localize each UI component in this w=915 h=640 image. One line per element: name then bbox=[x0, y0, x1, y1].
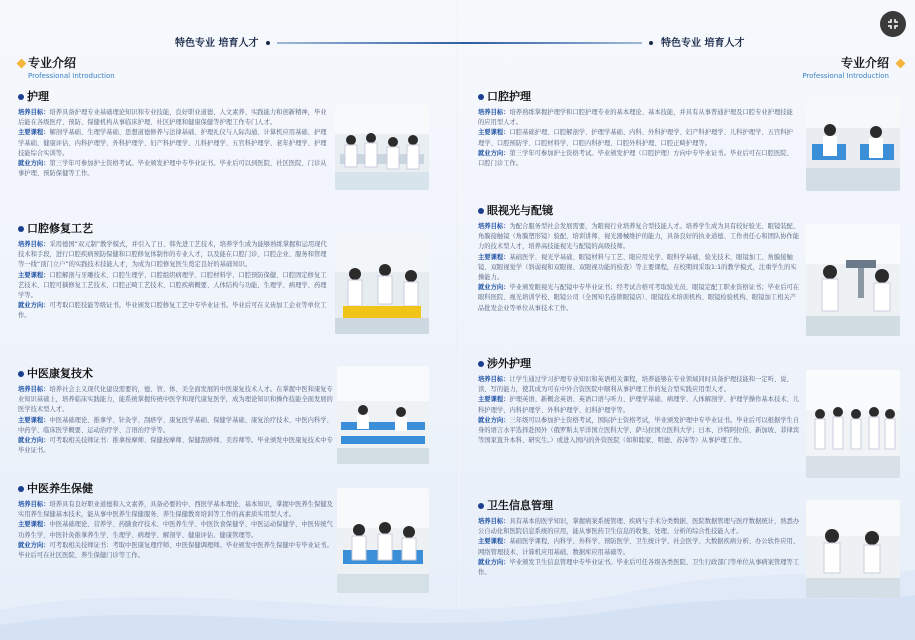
major-courses: 主要课程：基础医学、视光学基础、眼镜材料与工艺、眼应用光学、眼科学基础、验光技术、眼镜加工、角膜接触镜、双眼视觉学（斜弱视和双眼视、双眼视功能的检查）等主要课程，在校期间采取1:1的教学模式，注重学生的实操能力。 bbox=[478, 253, 797, 282]
major-oral-nursing bbox=[478, 88, 796, 169]
major-title: 眼视光与配镜 bbox=[478, 202, 800, 218]
major-courses: 主要课程：口腔基础护理、口腔解剖学、护理学基础、内科、外科护理学、妇产科护理学、儿科护理学、五官科护理学、口腔预防学、口腔材料学、口腔内科护理、口腔外科护理、口腔正畸护理等。 bbox=[478, 129, 793, 147]
major-goal: 培养目标：培养熟练掌握护理学和口腔护理专业的基本理论、基本技能，并具有从事普通护理及口腔专业护理技能的应用型人才。 bbox=[478, 109, 793, 127]
section-title: 专业介绍 bbox=[28, 56, 77, 70]
slogan-left bbox=[175, 34, 472, 48]
major-title: 护理 bbox=[18, 88, 330, 104]
major-jobs: 就业方向：第三学年可参加护士资格考试。毕业颁发护理中专毕业证书。毕业后可以到医院、社区医院、门诊从事护理、预防保健等工作。 bbox=[18, 160, 327, 178]
collapse-icon bbox=[880, 11, 906, 37]
major-goal: 培养目标：培养具有良好职业道德和人文素养，具备必要的中、西医学基本理论、基本知识，掌握中医养生保健及实用养生保健基本技术，能从事中医养生保健服务、养生保健教育培训等工作的高素质实用型人才。 bbox=[18, 501, 333, 519]
major-tcm-health bbox=[18, 480, 333, 561]
right-section-heading bbox=[797, 54, 889, 80]
major-courses: 主要课程：中医基础理论、营养学、药膳食疗技术、中医养生学、中医饮食保健学、中医运动保健学、中医传统气功养生学、中医针灸推拿养生学、生理学、病理学、解剖学、健康评估、健康管理等。 bbox=[18, 521, 333, 539]
major-goal: 培养目标：培养社会主义现代化建设需要的，德、智、体、美全面发展的中医康复技术人才。在掌握中医和康复专业知识基础上，培养临床实践能力，能系统掌握传统中医学和现代康复医学，成为理论知识和操作技能全面发展的医学技术型人才。 bbox=[18, 386, 333, 414]
major-tcm-rehab bbox=[18, 365, 333, 456]
close-fullscreen-button[interactable] bbox=[880, 11, 906, 37]
bullet-dot-icon bbox=[649, 41, 653, 45]
major-goal: 培养目标：培养具备护理专业基础理论知识和专业技能，良好职业道德、人文素养、实践能力和创新精神，毕业后能在各级医疗、预防、保健机构从事临床护理、社区护理和健康保健等护理工作专门人才。 bbox=[18, 109, 327, 127]
major-optometry bbox=[478, 202, 800, 314]
bullet-icon bbox=[478, 94, 484, 100]
major-courses: 主要课程：护理英语、新概念英语、英语口语与听力、护理学基础、病理学、人体解剖学、护理学操作基本技术、儿科护理学、内科护理学、外科护理学、妇科护理学等。 bbox=[478, 396, 800, 414]
photo-nurses-group bbox=[806, 370, 900, 478]
slogan-right-text: 特色专业 培育人才 bbox=[660, 38, 745, 49]
major-courses: 主要课程：基础医学课程、内科学、外科学、预防医学、卫生统计学、社会医学、大数据疾病分析、办公软件应用、网络管理技术、计算机应用基础、数据库应用基础等。 bbox=[478, 538, 800, 556]
major-health-info bbox=[478, 497, 800, 578]
photo-dental-lab bbox=[335, 234, 429, 334]
major-title: 口腔护理 bbox=[478, 88, 796, 104]
slogan-line bbox=[462, 42, 642, 44]
slogan-left-text: 特色专业 培育人才 bbox=[175, 38, 259, 49]
major-foreign-nursing bbox=[478, 355, 800, 446]
bullet-dot-icon bbox=[266, 41, 270, 45]
photo-health-class bbox=[337, 488, 429, 593]
major-title: 中医养生保健 bbox=[18, 480, 333, 496]
left-section-heading bbox=[28, 54, 115, 80]
bullet-icon bbox=[478, 361, 484, 367]
major-jobs: 就业方向：第三学年可参加护士资格考试。毕业颁发护理（口腔护理）方向中专毕业证书。毕业后可在口腔医院、口腔门诊工作。 bbox=[478, 149, 793, 168]
slogan-right bbox=[462, 34, 744, 48]
major-goal: 培养目标：具有基本的医学知识，掌握病案系统管理、疾病与手术分类数据、医院数据管理与医疗数据统计，熟悉办公自动化和医院信息系统的应用，能从事医药卫生信息的收集、处理、分析的综合性技能人才。 bbox=[478, 518, 800, 536]
photo-optometry bbox=[806, 224, 900, 336]
major-title: 卫生信息管理 bbox=[478, 497, 800, 513]
major-jobs: 就业方向：可考取相关技师证书：考取中医康复理疗师、中医保健调理师。毕业颁发中医养生保健中专毕业证书。毕业后可在社区医院、养生保健门诊等工作。 bbox=[18, 541, 333, 560]
photo-oral-nursing bbox=[806, 96, 900, 191]
fold-line bbox=[457, 0, 459, 640]
bullet-icon bbox=[18, 486, 24, 492]
photo-health-info bbox=[806, 500, 900, 598]
slogan-line bbox=[277, 42, 472, 44]
bullet-icon bbox=[18, 226, 24, 232]
major-jobs: 就业方向：可考取相关技师证书：推拿按摩师、保健按摩师、保健刮痧师、美容师等。毕业颁发中医康复技术中专毕业证书。 bbox=[18, 437, 333, 455]
major-title: 口腔修复工艺 bbox=[18, 220, 330, 236]
major-nursing bbox=[18, 88, 330, 179]
photo-nursing-class bbox=[335, 104, 429, 190]
major-courses: 主要课程：口腔解剖与牙雕技术、口腔生理学、口腔组织病理学、口腔材料学、口腔预防保健、口腔固定修复工艺技术、口腔可摘修复工艺技术、口腔正畸工艺技术、口腔疾病概要、人体结构与功能、生理学、病理学、药理学等。 bbox=[18, 271, 327, 300]
major-jobs: 就业方向：可考取口腔技能等级证书。毕业颁发口腔修复工艺中专毕业证书。毕业后可在义齿加工企业等单位工作。 bbox=[18, 302, 327, 320]
major-goal: 培养目标：采用德国“双元制”教学模式，并引入了日、韩先进工艺技术，培养学生成为能够熟练掌握和运用现代技术和手段，进行口腔疾病预防保健和口腔修复体制作的专业人才，以及能在口腔门诊、口腔企业、服务和管理等一线“顶门立户”的实践技术技能人才，为成为口腔修复医生奠定良好的基础知识。 bbox=[18, 241, 327, 269]
bullet-icon bbox=[478, 503, 484, 509]
section-title: 专业介绍 bbox=[840, 56, 889, 70]
major-goal: 培养目标：为配合服务型社会发展需要，为眼视行业培养复合型技能人才。培养学生成为具有较好验光、眼镜装配、角膜接触镜（角膜塑形镜）验配、培训讲师、视光器械维护的能力，具备良好的执业道德、工作责任心和团队协作能力的技术型人才，培养高技能视光与配镜的高级技师。 bbox=[478, 223, 800, 251]
major-dental-prosthesis bbox=[18, 220, 330, 322]
major-title: 中医康复技术 bbox=[18, 365, 333, 381]
section-subtitle: Professional Introduction bbox=[802, 72, 889, 80]
major-title: 涉外护理 bbox=[478, 355, 800, 371]
major-jobs: 就业方向：三年级可以参加护士资格考试，国际护士资格考试，毕业颁发护理中专毕业证书。毕业后可以根据学生自身的语言水平选择赴国外（俄罗斯太平洋国立医科大学、萨马拉国立医科大学；日本、沙特阿拉伯、新加坡、菲律宾等国家直升本科、研究生。）或进入国内的外资医院（如和睦家、明德、苏沛等）从事护理工作。 bbox=[478, 416, 800, 445]
photo-rehab-room bbox=[337, 366, 429, 464]
major-goal: 培养目标：让学生通过学习护理专业知识和英语相关课程，培养能够在专业领域同时具备护理技能和一定听、说、读、写的能力，使其成为可在中外合资医院中顺利从事护理工作的复合型实践应用型人才。 bbox=[478, 376, 793, 394]
diamond-icon bbox=[896, 59, 906, 69]
section-subtitle: Professional Introduction bbox=[28, 72, 115, 80]
major-jobs: 就业方向：毕业颁发眼视光与配镜中专毕业证书；经考试合格可考取验光员、眼镜定配工职业资格证书；毕业后可在眼科医院、视光培训学校、眼镜公司（全国知名连锁眼镜店）、眼镜技术培训机构、眼镜检验机构、眼镜加工相关产品批发企业等单位从事技术工作。 bbox=[478, 284, 800, 312]
bullet-icon bbox=[18, 94, 24, 100]
major-courses: 主要课程：中医基础理论、推拿学、针灸学、刮痧学、康复医学基础、保健学基础、康复治疗技术、中医内科学、中药学、临床医学概要、运动治疗学、言语治疗学等。 bbox=[18, 416, 333, 434]
major-jobs: 就业方向：毕业颁发卫生信息管理中专毕业证书。毕业后可任各级各类医院、卫生行政部门等单位从事病案管理等工作。 bbox=[478, 558, 800, 577]
diamond-icon bbox=[17, 59, 27, 69]
major-courses: 主要课程：解剖学基础、生理学基础、思想道德修养与法律基础、护理礼仪与人际沟通、计算机应用基础、护理学基础、健康评估、内科护理学、外科护理学、妇产科护理学、儿科护理学、五官科护理学、老年护理学、护理技能综合实训等。 bbox=[18, 129, 327, 157]
bullet-icon bbox=[478, 208, 484, 214]
bullet-icon bbox=[18, 371, 24, 377]
